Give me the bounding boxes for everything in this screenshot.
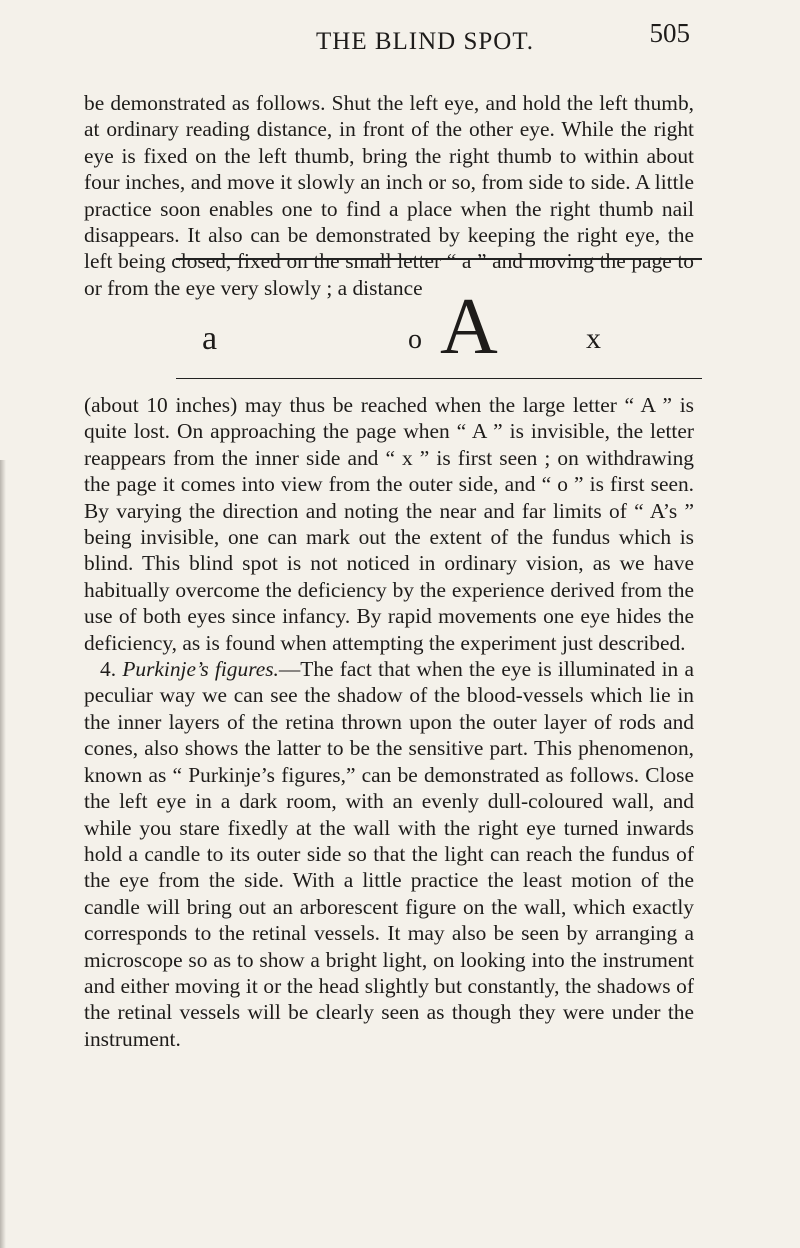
page-number: 505 [649, 18, 690, 48]
scan-edge-shadow [0, 460, 6, 1248]
section-4-title: Purkinje’s figures. [122, 657, 279, 682]
figure-letter-o: o [408, 324, 422, 355]
top-paragraph: be demonstrated as follows. Shut the left eye, and hold the left thumb, at ordinary reading distance, in front of the other eye. While the right eye is fixed on the left thumb, bring the right thumb to within about four inches, and move it slowly an inch or so, from side to side. A little practice soon enables one to find a place when the right thumb nail disappears. It also can be demonstrated by keeping the right eye, the left being closed, fixed on the small letter “ a ” and moving the page to or from the eye very slowly ; a distance [84, 91, 694, 300]
page-header [120, 18, 690, 68]
section-4-number: 4. [100, 657, 117, 682]
blind-spot-figure [176, 258, 702, 379]
running-title: THE BLIND SPOT. [316, 28, 535, 55]
figure-letter-x: x [586, 322, 601, 355]
section-4-paragraph [84, 656, 694, 1052]
figure-letter-large-A: A [440, 283, 498, 371]
section-4-text: —The fact that when the eye is illuminated in a peculiar way we can see the shadow of the blood-vessels which lie in the inner layers of the retina thrown upon the outer layer of rods and cones, also shows the latter to be the sensitive part. This phenomenon, known as “ Purkinje’s figures,” can be demonstrated as follows. Close the left eye in a dark room, with an evenly dull-coloured wall, and while you stare fixedly at the wall with the right eye turned inwards hold a candle to its outer side so that the light can reach the fundus of the eye from the side. With a little practice the least motion of the candle will bring out an arborescent figure on the wall, which exactly corresponds to the retinal vessels. It may also be seen by arranging a microscope so as to show a bright light, on looking into the instrument and either moving it or the head slightly but constantly, the shadows of the retinal vessels will be clearly seen as though they were under the instrument. [84, 657, 694, 1051]
bottom-text-block [84, 392, 694, 1052]
paragraph-blind-spot-continued: (about 10 inches) may thus be reached when the large letter “ A ” is quite lost. On approaching the page when “ A ” is invisible, the letter reappears from the inner side and “ x ” is first seen ; on withdrawing the page it comes into view from the outer side, and “ o ” is first seen. By varying the direction and noting the near and far limits of “ A’s ” being invisible, one can mark out the extent of the fundus which is blind. This blind spot is not noticed in ordinary vision, as we have habitually overcome the deficiency by the experience derived from the use of both eyes since infancy. By rapid movements one eye hides the deficiency, as is found when attempting the experiment just described. [84, 393, 694, 655]
figure-letter-a: a [202, 320, 218, 357]
